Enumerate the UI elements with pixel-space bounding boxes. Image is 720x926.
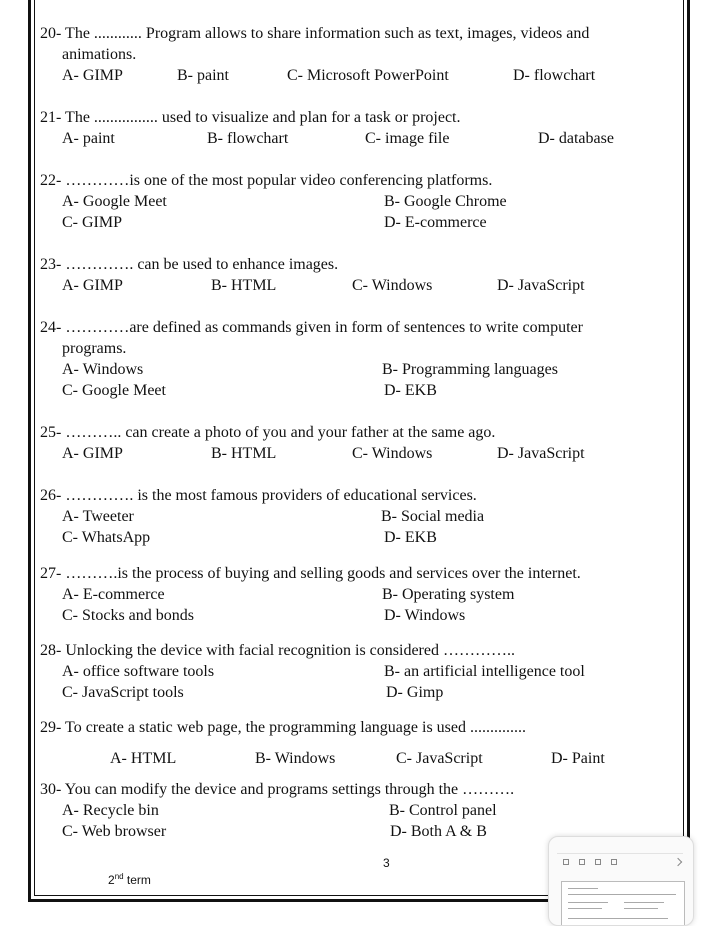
question-26-option-a: A- Tweeter (62, 508, 134, 525)
question-23-option-d: D- JavaScript (497, 277, 585, 294)
question-23-option-a: A- GIMP (62, 277, 123, 294)
question-21-option-b: B- flowchart (207, 130, 289, 147)
question-28-option-c: C- JavaScript tools (62, 684, 184, 701)
question-25-option-c: C- Windows (352, 445, 433, 462)
question-28-option-a: A- office software tools (62, 663, 215, 680)
preview-line (624, 908, 658, 909)
question-29-option-d: D- Paint (551, 750, 605, 767)
question-23-option-c: C- Windows (352, 277, 433, 294)
question-30 (40, 779, 650, 800)
preview-tool-icon[interactable] (611, 859, 617, 865)
question-27-option-d: D- Windows (384, 607, 466, 624)
question-21-stem: 21- The ................ used to visualize and plan for a task or project. (40, 109, 461, 126)
question-27-option-a: A- E-commerce (62, 586, 165, 603)
question-24-option-b: B- Programming languages (382, 361, 558, 378)
question-29-option-b: B- Windows (255, 750, 336, 767)
question-28-stem: 28- Unlocking the device with facial recognition is considered ………….. (40, 642, 515, 659)
question-30-option-a: A- Recycle bin (62, 802, 159, 819)
preview-line (568, 888, 598, 889)
question-22-option-c: C- GIMP (62, 214, 123, 231)
preview-toolbar (557, 847, 683, 854)
question-25 (40, 422, 650, 443)
preview-line (568, 908, 602, 909)
question-20-option-b: B- paint (177, 67, 229, 84)
term-superscript: nd (114, 872, 124, 881)
question-22-option-a: A- Google Meet (62, 193, 167, 210)
question-29 (40, 717, 650, 738)
preview-tool-icon[interactable] (579, 859, 585, 865)
question-21-option-a: A- paint (62, 130, 115, 147)
question-26-stem: 26- …………. is the most famous providers of educational services. (40, 487, 477, 504)
question-22-option-d: D- E-commerce (384, 214, 487, 231)
question-30-option-b: B- Control panel (389, 802, 497, 819)
question-23 (40, 254, 650, 275)
question-24 (40, 317, 650, 359)
question-23-option-b: B- HTML (211, 277, 277, 294)
question-20-continuation: animations. (62, 46, 137, 63)
question-24-option-c: C- Google Meet (62, 382, 166, 399)
preview-line (624, 902, 664, 903)
question-27-stem: 27- ……….is the process of buying and selling goods and services over the internet. (40, 565, 581, 582)
term-suffix: term (123, 873, 151, 887)
chevron-right-icon[interactable] (674, 858, 682, 866)
question-24-option-a: A- Windows (62, 361, 144, 378)
preview-line (568, 902, 608, 903)
question-20 (40, 23, 650, 65)
question-28 (40, 640, 650, 661)
question-28-option-d: D- Gimp (386, 684, 444, 701)
question-27-option-b: B- Operating system (382, 586, 515, 603)
question-25-option-d: D- JavaScript (497, 445, 585, 462)
preview-tool-icon[interactable] (563, 859, 569, 865)
question-29-stem: 29- To create a static web page, the programming language is used .............. (40, 719, 526, 736)
question-24-option-d: D- EKB (384, 382, 437, 399)
question-22-option-b: B- Google Chrome (384, 193, 507, 210)
question-30-option-c: C- Web browser (62, 823, 167, 840)
question-21-option-c: C- image file (365, 130, 450, 147)
question-24-stem: 24- …………are defined as commands given in form of sentences to write computer (40, 319, 583, 336)
question-26-option-c: C- WhatsApp (62, 529, 151, 546)
question-25-option-b: B- HTML (211, 445, 277, 462)
question-23-stem: 23- …………. can be used to enhance images. (40, 256, 339, 273)
question-24-continuation: programs. (62, 340, 127, 357)
question-27 (40, 563, 650, 584)
question-20-stem: 20- The ............ Program allows to share information such as text, images, videos and (40, 25, 590, 42)
preview-tool-icon[interactable] (595, 859, 601, 865)
question-20-option-c: C- Microsoft PowerPoint (287, 67, 449, 84)
term-label (108, 872, 151, 887)
question-30-option-d: D- Both A & B (390, 823, 487, 840)
question-29-option-c: C- JavaScript (396, 750, 483, 767)
preview-line (568, 894, 676, 895)
question-20-option-d: D- flowchart (513, 67, 596, 84)
page-preview-thumbnail[interactable] (548, 836, 694, 926)
question-26-option-b: B- Social media (381, 508, 485, 525)
question-25-option-a: A- GIMP (62, 445, 123, 462)
question-29-option-a: A- HTML (110, 750, 177, 767)
question-28-option-b: B- an artificial intelligence tool (384, 663, 585, 680)
term-prefix: 2 (108, 873, 115, 887)
question-25-stem: 25- ……….. can create a photo of you and your father at the same ago. (40, 424, 496, 441)
question-26-option-d: D- EKB (384, 529, 437, 546)
question-21-option-d: D- database (538, 130, 614, 147)
question-27-option-c: C- Stocks and bonds (62, 607, 194, 624)
question-26 (40, 485, 650, 506)
question-30-stem: 30- You can modify the device and programs settings through the ………. (40, 781, 515, 798)
question-22-stem: 22- …………is one of the most popular video conferencing platforms. (40, 172, 493, 189)
preview-document (561, 881, 685, 926)
question-22 (40, 170, 650, 191)
page-number: 3 (383, 856, 390, 870)
question-21 (40, 107, 650, 128)
question-20-option-a: A- GIMP (62, 67, 123, 84)
preview-line (568, 918, 668, 919)
